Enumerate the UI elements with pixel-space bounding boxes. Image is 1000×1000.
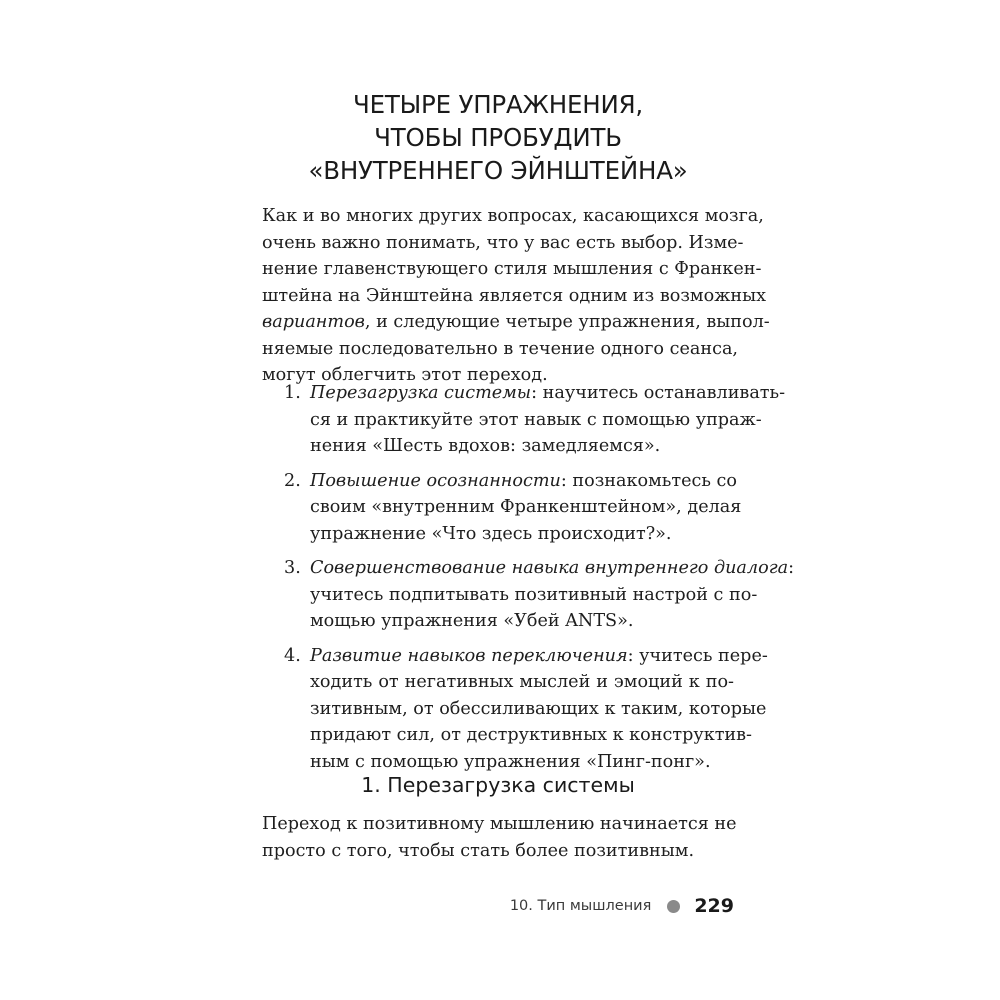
book-page	[262, 0, 795, 1000]
text-fragment: : познакомьтесь со	[560, 470, 737, 491]
text-line: очень важно понимать, что у вас есть выбор. Изме-	[262, 232, 744, 253]
emphasis-text: вариантов	[262, 312, 365, 332]
text-line: упражнение «Что здесь происходит?».	[310, 523, 672, 544]
text-fragment: : научитесь останавливать-	[531, 383, 786, 403]
text-line: штейна на Эйнштейна является одним из возможных	[262, 285, 767, 306]
bullet-dot-icon	[667, 900, 680, 913]
list-item	[262, 380, 786, 460]
text-line	[310, 468, 737, 495]
text-line: ходить от негативных мыслей и эмоций к по-	[310, 672, 734, 692]
list-item	[262, 555, 795, 635]
text-line: зитивным, от обессиливающих к таким, которые	[310, 698, 767, 719]
intro-paragraph	[262, 203, 770, 389]
emphasis-text: Перезагрузка системы	[310, 383, 532, 403]
text-line: нение главенствующего стиля мышления с Франкен-	[262, 259, 762, 279]
text-line	[310, 555, 795, 582]
text-fragment: , и следующие четыре упражнения, выпол-	[364, 312, 770, 332]
emphasis-text: Повышение осознанности	[310, 470, 561, 491]
text-line: няемые последовательно в течение одного сеанса,	[262, 338, 739, 359]
text-fragment: : учитесь пере-	[627, 645, 768, 666]
running-footer-chapter: 10. Тип мышления	[509, 898, 652, 914]
text-line: просто с того, чтобы стать более позитивным.	[262, 840, 695, 861]
list-number: 1.	[284, 383, 301, 403]
list-number: 2.	[284, 470, 301, 491]
text-line: своим «внутренним Франкенштейном», делая	[310, 497, 742, 517]
text-line: нения «Шесть вдохов: замедляемся».	[310, 436, 661, 456]
list-number: 4.	[284, 645, 301, 666]
text-line	[262, 309, 770, 336]
text-line: ным с помощью упражнения «Пинг-понг».	[310, 751, 711, 772]
closing-paragraph	[262, 811, 737, 864]
text-line: придают сил, от деструктивных к конструктив-	[310, 725, 752, 745]
list-item	[262, 643, 768, 776]
emphasis-text: Развитие навыков переключения	[310, 645, 628, 666]
text-line: Как и во многих других вопросах, касающихся мозга,	[262, 206, 764, 226]
exercise-list	[262, 380, 795, 783]
page-footer	[510, 895, 734, 917]
text-line: Переход к позитивному мышлению начинается не	[262, 814, 737, 834]
text-line: могут облегчить этот переход.	[262, 365, 548, 385]
text-line: учитесь подпитывать позитивный настрой с по-	[310, 584, 758, 605]
text-fragment: :	[788, 558, 795, 578]
list-number: 3.	[284, 558, 301, 578]
text-line	[310, 380, 786, 407]
text-line	[310, 643, 768, 670]
chapter-title-line: ЧТОБЫ ПРОБУДИТЬ	[374, 123, 622, 152]
text-line: ся и практикуйте этот навык с помощью упраж-	[310, 409, 762, 430]
emphasis-text: Совершенствование навыка внутреннего диалога	[310, 558, 789, 578]
chapter-title-line: «ВНУТРЕННЕГО ЭЙНШТЕЙНА»	[308, 156, 688, 185]
page-number: 229	[694, 895, 734, 917]
chapter-title-line: ЧЕТЫРЕ УПРАЖНЕНИЯ,	[352, 90, 644, 119]
text-line: мощью упражнения «Убей ANTS».	[310, 611, 634, 631]
chapter-title	[262, 88, 734, 187]
list-item	[262, 468, 742, 548]
section-title: 1. Перезагрузка системы	[361, 773, 635, 797]
